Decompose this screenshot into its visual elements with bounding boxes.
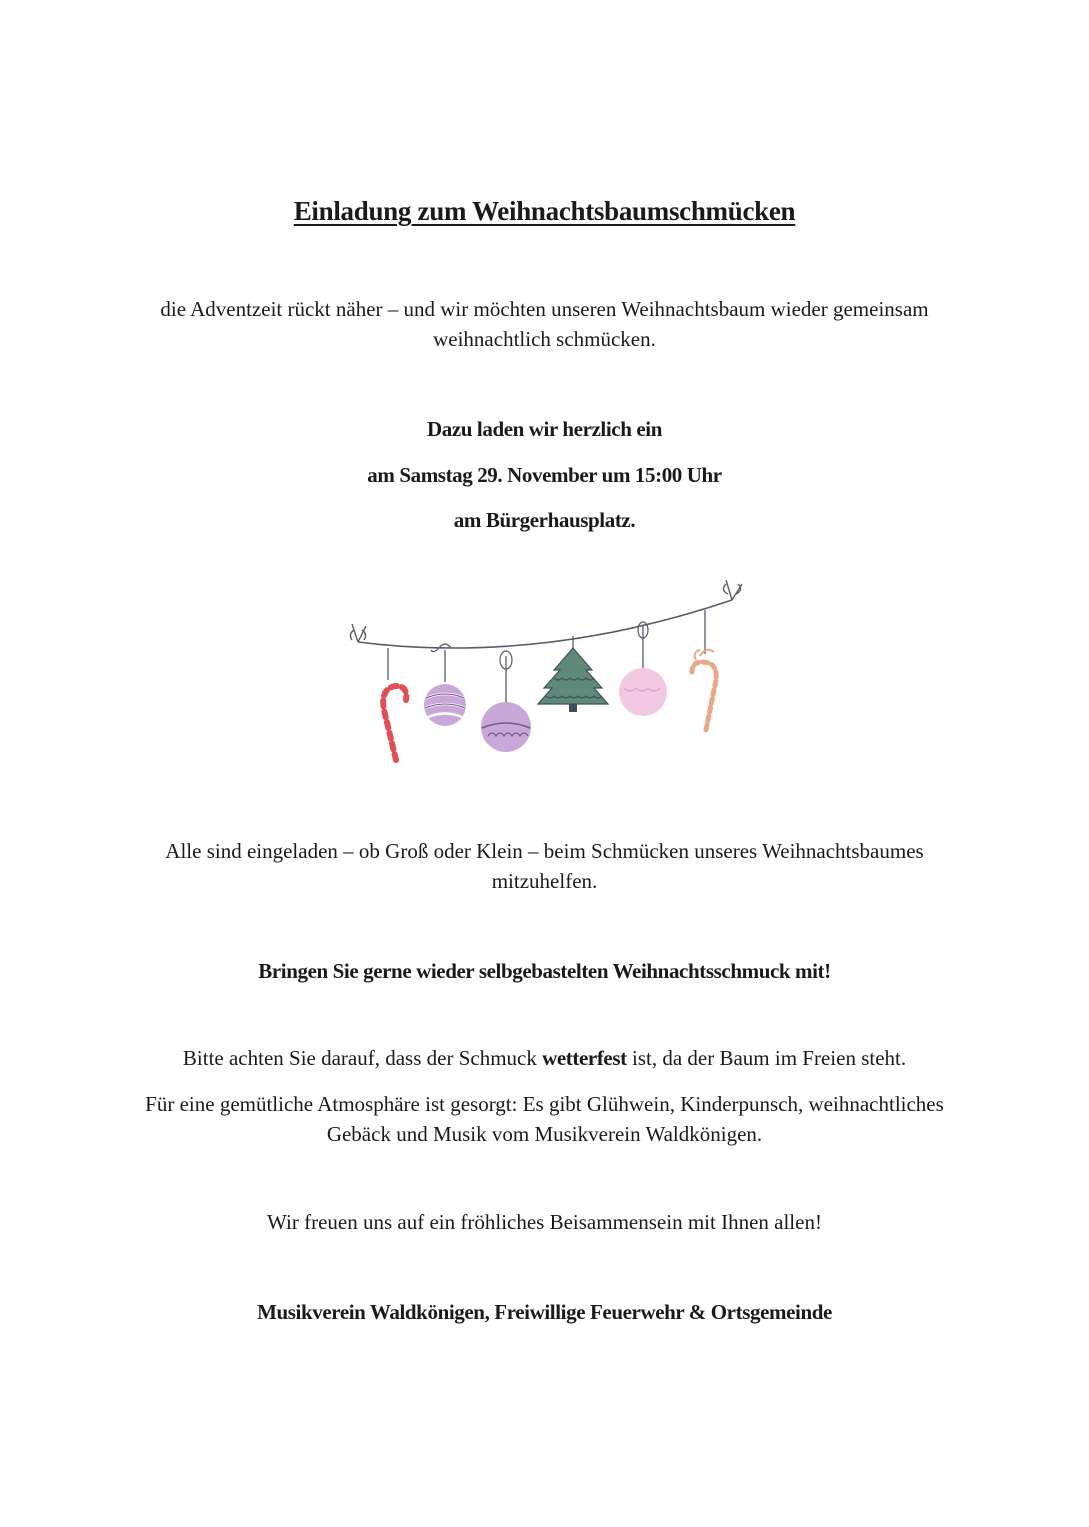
closing-line: Wir freuen uns auf ein fröhliches Beisammensein mit Ihnen allen! [267,1210,822,1234]
weather-note-after: ist, da der Baum im Freien steht. [626,1046,907,1070]
event-date-time: am Samstag 29. November um 15:00 Uhr [367,463,722,487]
signature: Musikverein Waldkönigen, Freiwillige Feuerwehr & Ortsgemeinde [257,1300,832,1324]
page-title: Einladung zum Weihnachtsbaumschmücken [293,196,796,226]
weather-note-bold: wetterfest [542,1046,627,1070]
weather-note [0,1043,1089,1073]
event-location: am Bürgerhausplatz. [453,508,636,532]
atmosphere-line-1: Für eine gemütliche Atmosphäre ist gesorgt: Es gibt Glühwein, Kinderpunsch, weihnachtliches [145,1092,944,1116]
atmosphere-line-2: Gebäck und Musik vom Musikverein Waldkönigen. [326,1122,763,1146]
everyone-line-1: Alle sind eingeladen – ob Groß oder Klein – beim Schmücken unseres Weihnachtsbaumes [165,839,924,863]
intro-line-1: die Adventzeit rückt näher – und wir möchten unseren Weihnachtsbaum wieder gemeinsam [160,297,929,321]
bring-decorations: Bringen Sie gerne wieder selbgebastelten Weihnachtsschmuck mit! [258,959,831,983]
everyone-line-2: mitzuhelfen. [491,869,598,893]
event-invite: Dazu laden wir herzlich ein [427,417,662,441]
weather-note-before: Bitte achten Sie darauf, dass der Schmuck [182,1046,543,1070]
intro-line-2: weihnachtlich schmücken. [433,327,656,351]
christmas-ornament-garland-icon [340,570,750,770]
